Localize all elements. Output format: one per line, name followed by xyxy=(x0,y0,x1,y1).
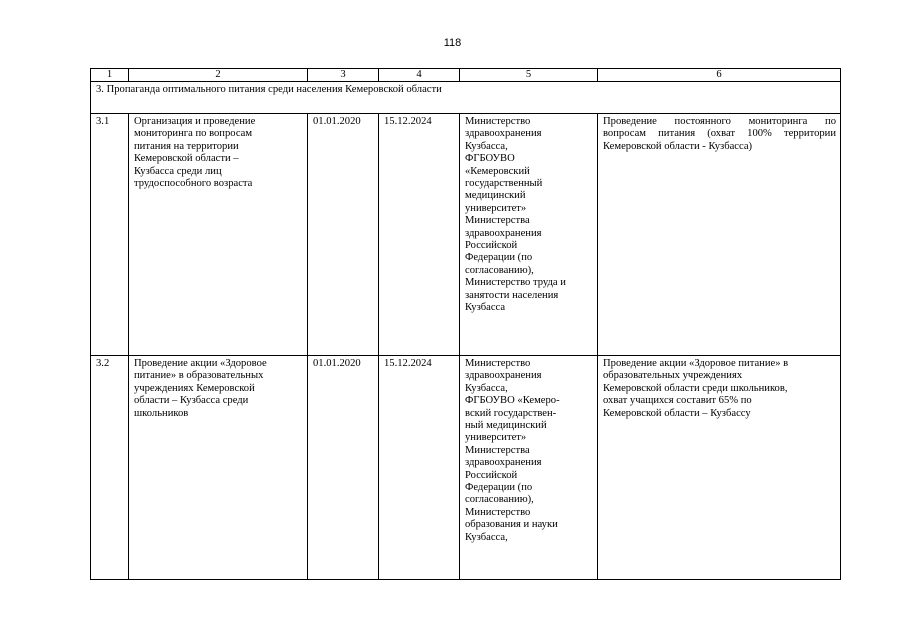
table-row xyxy=(91,356,841,580)
column-number-5: 5 xyxy=(460,69,598,82)
expected-result: Проведение постоянного мониторинга по вопросам питания (охват 100% территории Кемеровской области - Кузбасса) xyxy=(598,114,841,356)
activity-name: Организация и проведение мониторинга по вопросам питания на территории Кемеровской области – Кузбасса среди лиц трудоспособного возраста xyxy=(129,114,308,356)
end-date: 15.12.2024 xyxy=(379,356,460,580)
column-number-1: 1 xyxy=(91,69,129,82)
column-number-4: 4 xyxy=(379,69,460,82)
page-number: 118 xyxy=(443,37,462,49)
end-date: 15.12.2024 xyxy=(379,114,460,356)
section-row xyxy=(91,82,841,114)
column-number-row xyxy=(91,69,841,82)
start-date: 01.01.2020 xyxy=(308,114,379,356)
activity-name: Проведение акции «Здоровое питание» в образовательных учреждениях Кемеровской области – Кузбасса среди школьников xyxy=(129,356,308,580)
table-row xyxy=(91,114,841,356)
row-number: 3.2 xyxy=(91,356,129,580)
column-number-3: 3 xyxy=(308,69,379,82)
section-title: 3. Пропаганда оптимального питания среди населения Кемеровской области xyxy=(91,82,841,114)
executors: Министерство здравоохранения Кузбасса, ФГБОУВО «Кемеровский государственный медицинский университет» Министерства здравоохранения Российской Федерации (по согласованию), Министерство труда и занятости населения Кузбасса xyxy=(460,114,598,356)
executors: Министерство здравоохранения Кузбасса, ФГБОУВО «Кемеро- вский государствен- ный медицинский университет» Министерства здравоохранения Российской Федерации (по согласованию), Министерство образования и науки Кузбасса, xyxy=(460,356,598,580)
column-number-6: 6 xyxy=(598,69,841,82)
expected-result: Проведение акции «Здоровое питание» в образовательных учреждениях Кемеровской области среди школьников, охват учащихся составит 65% по Кемеровской области – Кузбассу xyxy=(598,356,841,580)
plan-table xyxy=(90,68,841,580)
row-number: 3.1 xyxy=(91,114,129,356)
start-date: 01.01.2020 xyxy=(308,356,379,580)
column-number-2: 2 xyxy=(129,69,308,82)
